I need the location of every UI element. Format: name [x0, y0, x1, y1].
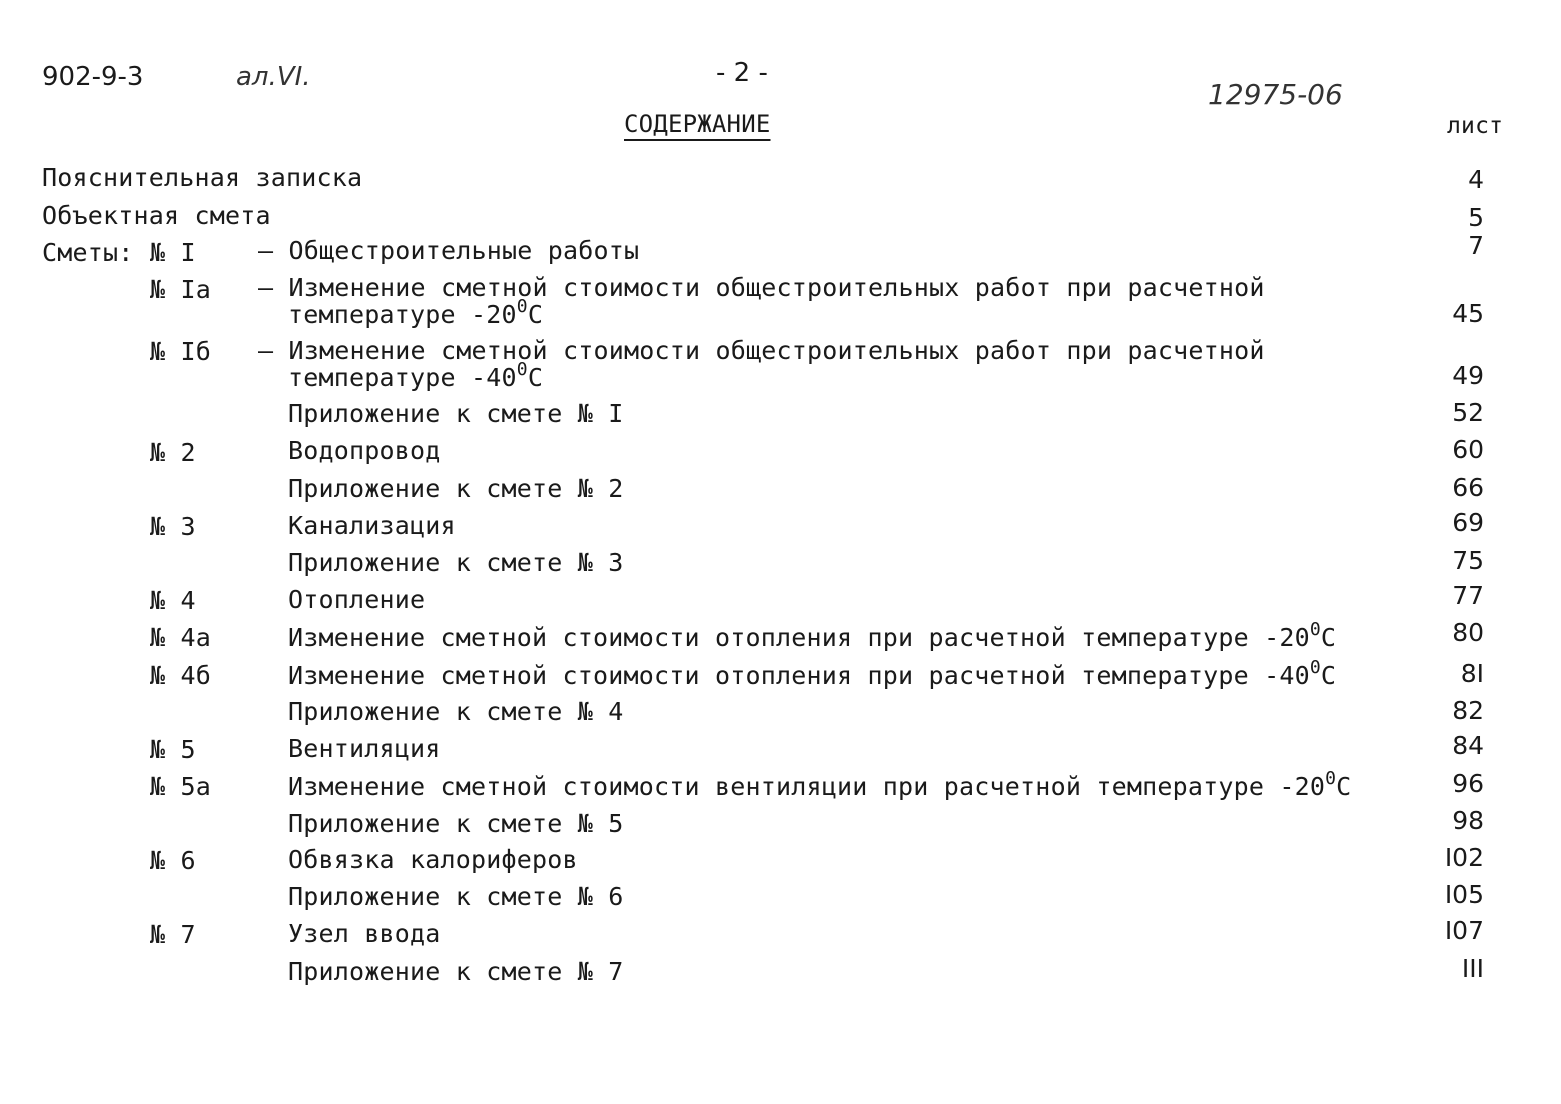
toc-entry-text: – Изменение сметной стоимости общестроительных работ при расчетной	[258, 273, 1265, 302]
degree-sign: 0	[1309, 619, 1321, 640]
toc-entry-text: Приложение к смете № I	[288, 399, 624, 428]
toc-entry-sheet: 75	[1452, 546, 1484, 575]
toc-entry-text: Отопление	[288, 585, 426, 614]
degree-sign: 0	[1325, 768, 1337, 789]
toc-entry-sheet: 8I	[1460, 659, 1484, 688]
toc-entry-sheet: 84	[1452, 731, 1484, 760]
toc-entry-label: № Iа	[150, 275, 212, 304]
toc-entry-sheet: 5	[1468, 203, 1484, 232]
toc-entry-sheet: 60	[1452, 435, 1484, 464]
sheet-column-header: лист	[1447, 113, 1504, 139]
toc-entry-sheet: 7	[1468, 231, 1484, 260]
toc-entry-text: Водопровод	[288, 436, 441, 465]
toc-entry-text: Канализация	[288, 511, 456, 540]
toc-entry-text: Изменение сметной стоимости вентиляции при расчетной температуре $-20^0С$	[288, 768, 1352, 801]
toc-entry-sheet: I07	[1444, 916, 1484, 945]
toc-entry-text: Узел ввода	[288, 919, 441, 948]
toc-entry-sheet: I05	[1444, 880, 1484, 909]
toc-entry-label: № 3	[150, 512, 196, 541]
toc-entry-text: Приложение к смете № 5	[288, 809, 624, 838]
toc-entry-label: № 2	[150, 438, 196, 467]
toc-entry-label: № 7	[150, 920, 196, 949]
inventory-number-handwritten: 12975-06	[1208, 78, 1343, 111]
toc-entry-sheet: I02	[1444, 843, 1484, 872]
degree-sign: 0	[1309, 657, 1321, 678]
toc-entry-label: № Iб	[150, 337, 212, 366]
toc-prefix: Сметы:	[42, 238, 134, 267]
toc-entry-sheet: 98	[1452, 806, 1484, 835]
toc-entry-label: № 4	[150, 586, 196, 615]
toc-entry-sheet: 69	[1452, 508, 1484, 537]
toc-entry-sheet: 45	[1452, 299, 1484, 328]
toc-entry-sheet: 96	[1452, 769, 1484, 798]
toc-entry-text-line2: температуре $-40^0С$	[288, 359, 544, 392]
toc-entry-sheet: 52	[1452, 398, 1484, 427]
toc-entry-sheet: III	[1461, 954, 1484, 983]
toc-entry-text: – Общестроительные работы	[258, 236, 640, 265]
toc-entry-label: № I	[150, 238, 196, 267]
toc-entry-text: Приложение к смете № 2	[288, 474, 624, 503]
toc-entry-label: № 6	[150, 846, 196, 875]
toc-entry-sheet: 82	[1452, 696, 1484, 725]
toc-entry-label: № 5	[150, 735, 196, 764]
toc-entry-label: № 4а	[150, 623, 212, 652]
toc-entry-text: Изменение сметной стоимости отопления при расчетной температуре $-20^0С$	[288, 619, 1337, 652]
toc-entry-text: – Изменение сметной стоимости общестроительных работ при расчетной	[258, 336, 1265, 365]
degree-sign: 0	[516, 296, 528, 317]
toc-entry-sheet: 66	[1452, 473, 1484, 502]
toc-entry-label: № 4б	[150, 661, 212, 690]
document-code: 902-9-3	[42, 62, 144, 92]
toc-entry-text-line2: температуре $-20^0С$	[288, 296, 544, 329]
toc-entry-text: Вентиляция	[288, 734, 441, 763]
album-handwritten: ал.VI.	[236, 62, 311, 92]
toc-entry-text: Обвязка калориферов	[288, 845, 578, 874]
toc-entry-text: Пояснительная записка	[42, 163, 363, 192]
toc-entry-sheet: 77	[1452, 581, 1484, 610]
toc-entry-sheet: 80	[1452, 618, 1484, 647]
toc-entry-text: Приложение к смете № 6	[288, 882, 624, 911]
toc-entry-text: Приложение к смете № 7	[288, 957, 624, 986]
toc-entry-sheet: 49	[1452, 361, 1484, 390]
toc-entry-text: Приложение к смете № 4	[288, 697, 624, 726]
toc-entry-label: № 5а	[150, 772, 212, 801]
degree-sign: 0	[516, 359, 528, 380]
page-title: СОДЕРЖАНИЕ	[624, 110, 771, 138]
page-number: - 2 -	[716, 58, 768, 88]
toc-entry-text: Изменение сметной стоимости отопления при расчетной температуре $-40^0С$	[288, 657, 1337, 690]
toc-entry-text: Приложение к смете № 3	[288, 548, 624, 577]
toc-entry-text: Объектная смета	[42, 201, 271, 230]
toc-entry-sheet: 4	[1468, 165, 1484, 194]
